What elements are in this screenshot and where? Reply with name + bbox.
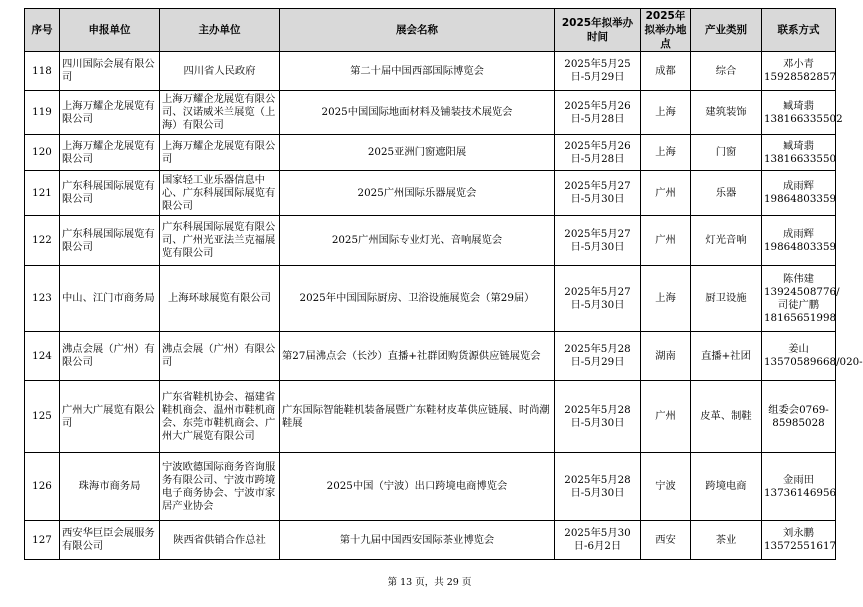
cell-place: 上海 (641, 135, 691, 171)
cell-organizer: 上海环球展览有限公司 (160, 266, 280, 332)
cell-industry: 建筑装饰 (691, 91, 762, 135)
cell-industry: 灯光音响 (691, 216, 762, 266)
header-no: 序号 (25, 9, 60, 52)
cell-exhibition: 2025广州国际专业灯光、音响展览会 (280, 216, 555, 266)
cell-contact: 姜山 13570589668/020- (762, 332, 836, 381)
cell-time: 2025年5月27日-5月30日 (555, 216, 641, 266)
cell-exhibition: 2025年中国国际厨房、卫浴设施展览会（第29届） (280, 266, 555, 332)
header-row (25, 9, 836, 52)
cell-contact: 金雨田 13736146956 (762, 453, 836, 521)
table-row (25, 135, 836, 171)
cell-applicant: 广东科展国际展览有限公司 (60, 171, 160, 216)
cell-applicant: 沸点会展（广州）有限公司 (60, 332, 160, 381)
table-row (25, 332, 836, 381)
cell-contact: 臧琦翡 13816633550 (762, 135, 836, 171)
cell-exhibition: 第27届沸点会（长沙）直播+社群团购货源供应链展览会 (280, 332, 555, 381)
cell-applicant: 中山、江门市商务局 (60, 266, 160, 332)
cell-exhibition: 2025中国国际地面材料及铺装技术展览会 (280, 91, 555, 135)
table-row (25, 266, 836, 332)
cell-organizer: 陕西省供销合作总社 (160, 521, 280, 560)
cell-exhibition: 第十九届中国西安国际茶业博览会 (280, 521, 555, 560)
cell-contact: 成雨辉 19864803359 (762, 216, 836, 266)
cell-time: 2025年5月30日-6月2日 (555, 521, 641, 560)
cell-industry: 跨境电商 (691, 453, 762, 521)
cell-contact: 成雨辉 19864803359 (762, 171, 836, 216)
cell-exhibition: 2025亚洲门窗遮阳展 (280, 135, 555, 171)
cell-time: 2025年5月26日-5月28日 (555, 135, 641, 171)
cell-applicant: 广东科展国际展览有限公司 (60, 216, 160, 266)
cell-organizer: 广东省鞋机协会、福建省鞋机商会、温州市鞋机商会、东莞市鞋机商会、广州大广展览有限公司 (160, 381, 280, 453)
cell-industry: 综合 (691, 52, 762, 91)
cell-no: 118 (25, 52, 60, 91)
table-row (25, 91, 836, 135)
header-contact: 联系方式 (762, 9, 836, 52)
cell-no: 125 (25, 381, 60, 453)
cell-exhibition: 2025广州国际乐器展览会 (280, 171, 555, 216)
cell-place: 广州 (641, 381, 691, 453)
cell-time: 2025年5月25日-5月29日 (555, 52, 641, 91)
cell-industry: 门窗 (691, 135, 762, 171)
cell-place: 湖南 (641, 332, 691, 381)
cell-exhibition: 广东国际智能鞋机装备展暨广东鞋材皮革供应链展、时尚潮鞋展 (280, 381, 555, 453)
cell-no: 122 (25, 216, 60, 266)
cell-place: 成都 (641, 52, 691, 91)
cell-applicant: 上海万耀企龙展览有限公司 (60, 91, 160, 135)
cell-contact: 邓小青 15928582857 (762, 52, 836, 91)
cell-time: 2025年5月27日-5月30日 (555, 171, 641, 216)
cell-organizer: 国家轻工业乐器信息中心、广东科展国际展览有限公司 (160, 171, 280, 216)
header-place: 2025年拟举办地点 (641, 9, 691, 52)
page-number: 第 13 页，共 29 页 (387, 577, 472, 588)
cell-applicant: 广州大广展览有限公司 (60, 381, 160, 453)
cell-place: 广州 (641, 171, 691, 216)
cell-contact: 臧琦翡 138166335502 (762, 91, 836, 135)
cell-contact: 陈伟建 13924508776/司徒广鹏 18165651998 (762, 266, 836, 332)
cell-place: 上海 (641, 266, 691, 332)
cell-place: 上海 (641, 91, 691, 135)
cell-industry: 乐器 (691, 171, 762, 216)
cell-organizer: 四川省人民政府 (160, 52, 280, 91)
table-row (25, 521, 836, 560)
table-row (25, 171, 836, 216)
cell-time: 2025年5月27日-5月30日 (555, 266, 641, 332)
cell-applicant: 上海万耀企龙展览有限公司 (60, 135, 160, 171)
header-exhibition: 展会名称 (280, 9, 555, 52)
cell-place: 西安 (641, 521, 691, 560)
cell-industry: 直播+社团 (691, 332, 762, 381)
table-row (25, 52, 836, 91)
cell-time: 2025年5月28日-5月30日 (555, 381, 641, 453)
cell-applicant: 四川国际会展有限公司 (60, 52, 160, 91)
table-row (25, 453, 836, 521)
cell-industry: 厨卫设施 (691, 266, 762, 332)
cell-organizer: 上海万耀企龙展览有限公司 (160, 135, 280, 171)
cell-no: 123 (25, 266, 60, 332)
cell-exhibition: 2025中国（宁波）出口跨境电商博览会 (280, 453, 555, 521)
cell-no: 120 (25, 135, 60, 171)
cell-time: 2025年5月28日-5月30日 (555, 453, 641, 521)
table-row (25, 216, 836, 266)
cell-organizer: 宁波欧德国际商务咨询服务有限公司、宁波市跨境电子商务协会、宁波市家居产业协会 (160, 453, 280, 521)
cell-exhibition: 第二十届中国西部国际博览会 (280, 52, 555, 91)
cell-industry: 茶业 (691, 521, 762, 560)
table-row (25, 381, 836, 453)
cell-time: 2025年5月28日-5月29日 (555, 332, 641, 381)
cell-applicant: 珠海市商务局 (60, 453, 160, 521)
cell-no: 124 (25, 332, 60, 381)
header-applicant: 申报单位 (60, 9, 160, 52)
cell-organizer: 广东科展国际展览有限公司、广州光亚法兰克福展览有限公司 (160, 216, 280, 266)
cell-industry: 皮革、制鞋 (691, 381, 762, 453)
cell-organizer: 上海万耀企龙展览有限公司、汉诺威米兰展览（上海）有限公司 (160, 91, 280, 135)
header-time: 2025年拟举办时间 (555, 9, 641, 52)
cell-no: 127 (25, 521, 60, 560)
cell-time: 2025年5月26日-5月28日 (555, 91, 641, 135)
cell-contact: 刘永鹏 13572551617 (762, 521, 836, 560)
exhibition-table (24, 8, 863, 560)
cell-organizer: 沸点会展（广州）有限公司 (160, 332, 280, 381)
cell-place: 宁波 (641, 453, 691, 521)
cell-no: 121 (25, 171, 60, 216)
cell-no: 119 (25, 91, 60, 135)
header-industry: 产业类别 (691, 9, 762, 52)
cell-no: 126 (25, 453, 60, 521)
cell-contact: 组委会0769-85985028 (762, 381, 836, 453)
cell-applicant: 西安华巨臣会展服务有限公司 (60, 521, 160, 560)
cell-place: 广州 (641, 216, 691, 266)
header-organizer: 主办单位 (160, 9, 280, 52)
